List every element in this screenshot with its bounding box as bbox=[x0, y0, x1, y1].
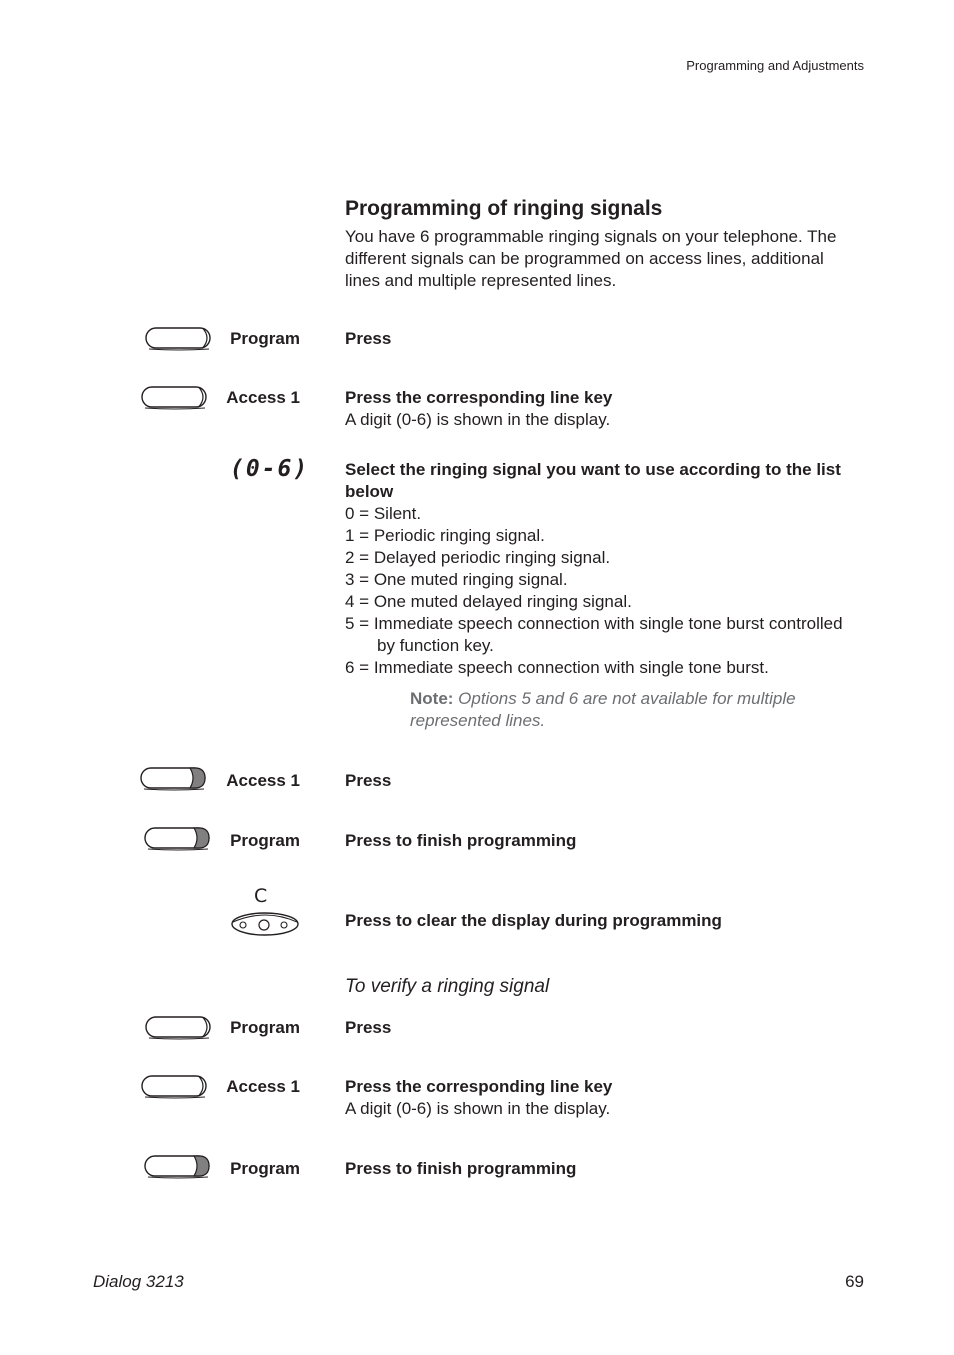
key-label-access: Access 1 bbox=[226, 771, 300, 790]
clear-key-letter: C bbox=[254, 885, 268, 907]
step-instruction: Press to clear the display during programming bbox=[345, 911, 722, 930]
option-item: 1 = Periodic ringing signal. bbox=[345, 526, 545, 545]
option-item: 4 = One muted delayed ringing signal. bbox=[345, 592, 632, 611]
key-label-program: Program bbox=[230, 1018, 300, 1037]
running-header: Programming and Adjustments bbox=[686, 58, 864, 73]
option-item: 6 = Immediate speech connection with single tone burst. bbox=[345, 658, 769, 677]
option-item: 2 = Delayed periodic ringing signal. bbox=[345, 548, 611, 567]
step-instruction: Press bbox=[345, 771, 392, 790]
step-instruction: Press to finish programming bbox=[345, 1159, 577, 1178]
key-label-program: Program bbox=[230, 329, 300, 348]
step-instruction: Select the ringing signal you want to use according to the list below bbox=[345, 460, 841, 501]
ringing-signal-list bbox=[345, 459, 855, 679]
clear-key-icon bbox=[231, 910, 301, 938]
option-item: 3 = One muted ringing signal. bbox=[345, 570, 568, 589]
intro-paragraph: You have 6 programmable ringing signals on your telephone. The different signals can be programmed on access lines, additional lines and multiple represented lines. bbox=[345, 227, 837, 290]
step-instruction: Press bbox=[345, 1018, 392, 1037]
note-label: Note: bbox=[410, 689, 454, 708]
footer-product-name: Dialog 3213 bbox=[93, 1272, 184, 1291]
note-text: Options 5 and 6 are not available for multiple represented lines. bbox=[410, 689, 796, 730]
option-item: 0 = Silent. bbox=[345, 504, 422, 523]
step-instruction: Press the corresponding line key bbox=[345, 388, 613, 407]
key-label-program: Program bbox=[230, 1159, 300, 1178]
key-label-access: Access 1 bbox=[226, 1077, 300, 1096]
step-instruction: Press to finish programming bbox=[345, 831, 577, 850]
key-label-access: Access 1 bbox=[226, 388, 300, 407]
section-title: Programming of ringing signals bbox=[345, 197, 663, 220]
step-detail: A digit (0-6) is shown in the display. bbox=[345, 410, 611, 429]
step-instruction: Press the corresponding line key bbox=[345, 1077, 613, 1096]
page-number: 69 bbox=[845, 1272, 864, 1291]
verify-subheading: To verify a ringing signal bbox=[345, 976, 550, 997]
key-label-program: Program bbox=[230, 831, 300, 850]
digit-keys-range: (0-6) bbox=[230, 456, 310, 482]
note bbox=[410, 688, 850, 732]
step-detail: A digit (0-6) is shown in the display. bbox=[345, 1099, 611, 1118]
step-instruction: Press bbox=[345, 329, 392, 348]
option-item: 5 = Immediate speech connection with single tone burst controlled by function key. bbox=[345, 614, 843, 655]
